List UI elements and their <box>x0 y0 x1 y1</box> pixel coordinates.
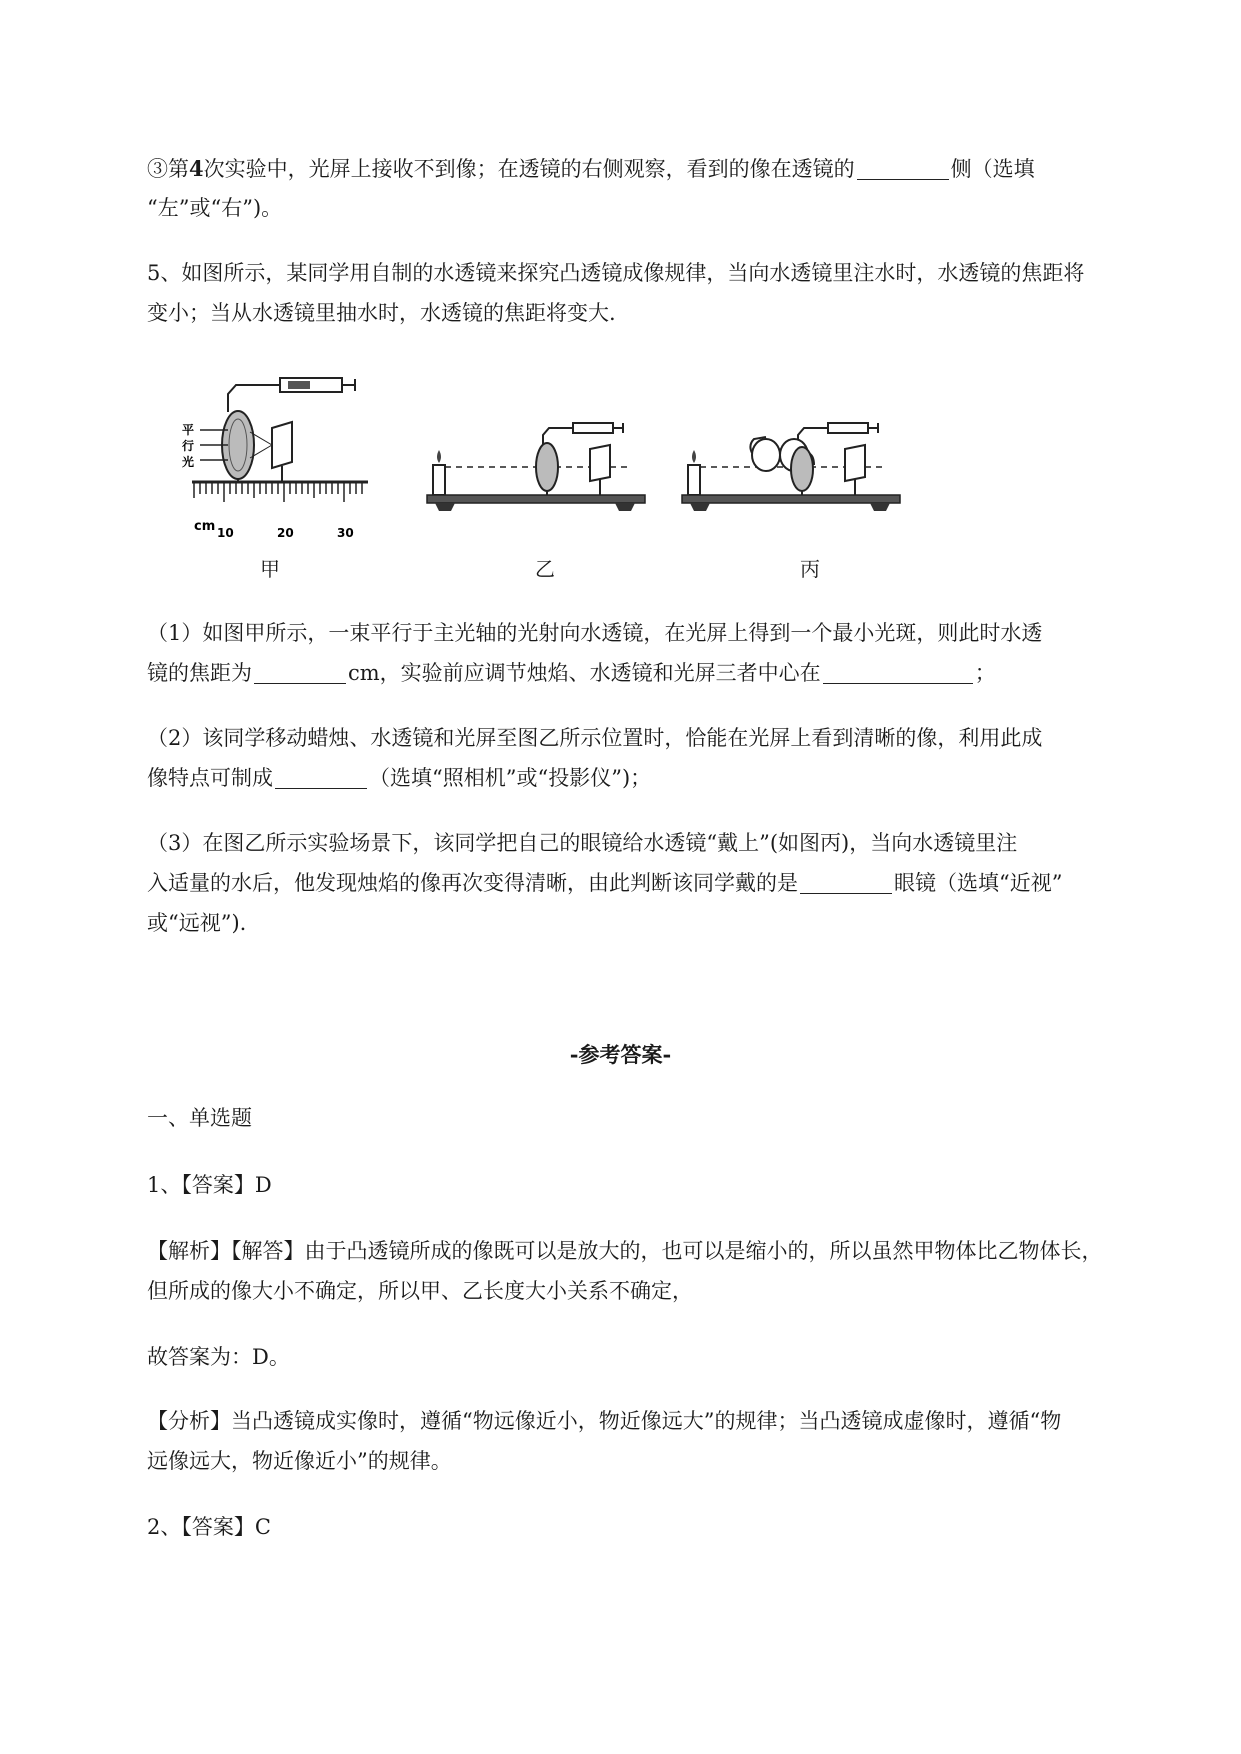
answer-blank[interactable] <box>275 766 367 789</box>
side-label: 行 <box>182 439 195 453</box>
q5-part1-line2 <box>147 658 1162 688</box>
figure-label-yi: 乙 <box>535 557 555 581</box>
q5-text: ； <box>974 661 996 685</box>
figure-yi-optical-bench <box>425 415 650 530</box>
q5-part3-line1: （3）在图乙所示实验场景下，该同学把自己的眼镜给水透镜“戴上”(如图丙)，当向水透镜里注 <box>147 831 1018 855</box>
q4-text: 次实验中，光屏上接收不到像；在透镜的右侧观察，看到的像在透镜的 <box>203 157 855 181</box>
answer-1-note-line1: 【分析】当凸透镜成实像时，遵循“物远像近小，物近像远大”的规律；当凸透镜成虚像时，遵循“物 <box>147 1409 1062 1433</box>
q5-intro-line1: 5、如图所示，某同学用自制的水透镜来探究凸透镜成像规律，当向水透镜里注水时，水透镜的焦距将 <box>147 261 1085 285</box>
answer-1-note-line2: 远像远大，物近像近小”的规律。 <box>147 1449 452 1473</box>
figure-jia-water-lens-ruler <box>180 370 380 550</box>
figure-label-jia: 甲 <box>260 557 280 581</box>
figure-label-bing: 丙 <box>800 557 820 581</box>
ruler-tick-label: 20 <box>277 526 294 540</box>
answer-1: 1、【答案】D <box>147 1173 272 1197</box>
q5-text: 入适量的水后，他发现烛焰的像再次变得清晰，由此判断该同学戴的是 <box>147 871 798 895</box>
side-label: 平 <box>182 423 195 437</box>
q5-part2-line2 <box>147 763 1162 793</box>
q5-part3-line3: 或“远视”). <box>147 911 247 935</box>
answer-1-analysis-line1: 【解析】【解答】由于凸透镜所成的像既可以是放大的，也可以是缩小的，所以虽然甲物体比乙物体长， <box>147 1239 1103 1263</box>
answer-1-analysis-line2: 但所成的像大小不确定，所以甲、乙长度大小关系不确定， <box>147 1279 693 1303</box>
ruler-tick-label: 30 <box>337 526 354 540</box>
ruler-tick-label: 10 <box>217 526 234 540</box>
q5-text: 眼镜（选填“近视” <box>894 871 1063 895</box>
q5-text: （选填“照相机”或“投影仪”)； <box>369 766 652 790</box>
section-heading: 一、单选题 <box>147 1106 252 1130</box>
q5-part2-line1: （2）该同学移动蜡烛、水透镜和光屏至图乙所示位置时，恰能在光屏上看到清晰的像，利用此成 <box>147 726 1043 750</box>
q4-part3-line2: “左”或“右”)。 <box>147 196 283 220</box>
answer-blank[interactable] <box>857 157 949 180</box>
q5-intro-line2: 变小；当从水透镜里抽水时，水透镜的焦距将变大. <box>147 301 616 325</box>
answer-blank[interactable] <box>254 661 346 684</box>
answer-blank[interactable] <box>823 661 973 684</box>
answer-1-conclusion: 故答案为：D。 <box>147 1345 290 1369</box>
q4-text: ③第 <box>147 157 189 181</box>
q5-part1-line1: （1）如图甲所示，一束平行于主光轴的光射向水透镜，在光屏上得到一个最小光斑，则此时水透 <box>147 621 1043 645</box>
ruler-unit: cm <box>194 519 216 534</box>
side-label: 光 <box>182 455 195 469</box>
figure-bing-optical-bench-glasses <box>680 415 905 530</box>
q4-number: 4 <box>189 156 204 181</box>
q5-text: cm，实验前应调节烛焰、水透镜和光屏三者中心在 <box>348 661 821 685</box>
answer-blank[interactable] <box>800 871 892 894</box>
q4-text: 侧（选填 <box>950 157 1035 181</box>
q5-part3-line2 <box>147 868 1162 898</box>
q5-text: 像特点可制成 <box>147 766 273 790</box>
q4-part3-line1 <box>147 154 1162 184</box>
answer-2: 2、【答案】C <box>147 1515 271 1539</box>
answers-title: -参考答案- <box>569 1042 672 1067</box>
q5-text: 镜的焦距为 <box>147 661 252 685</box>
